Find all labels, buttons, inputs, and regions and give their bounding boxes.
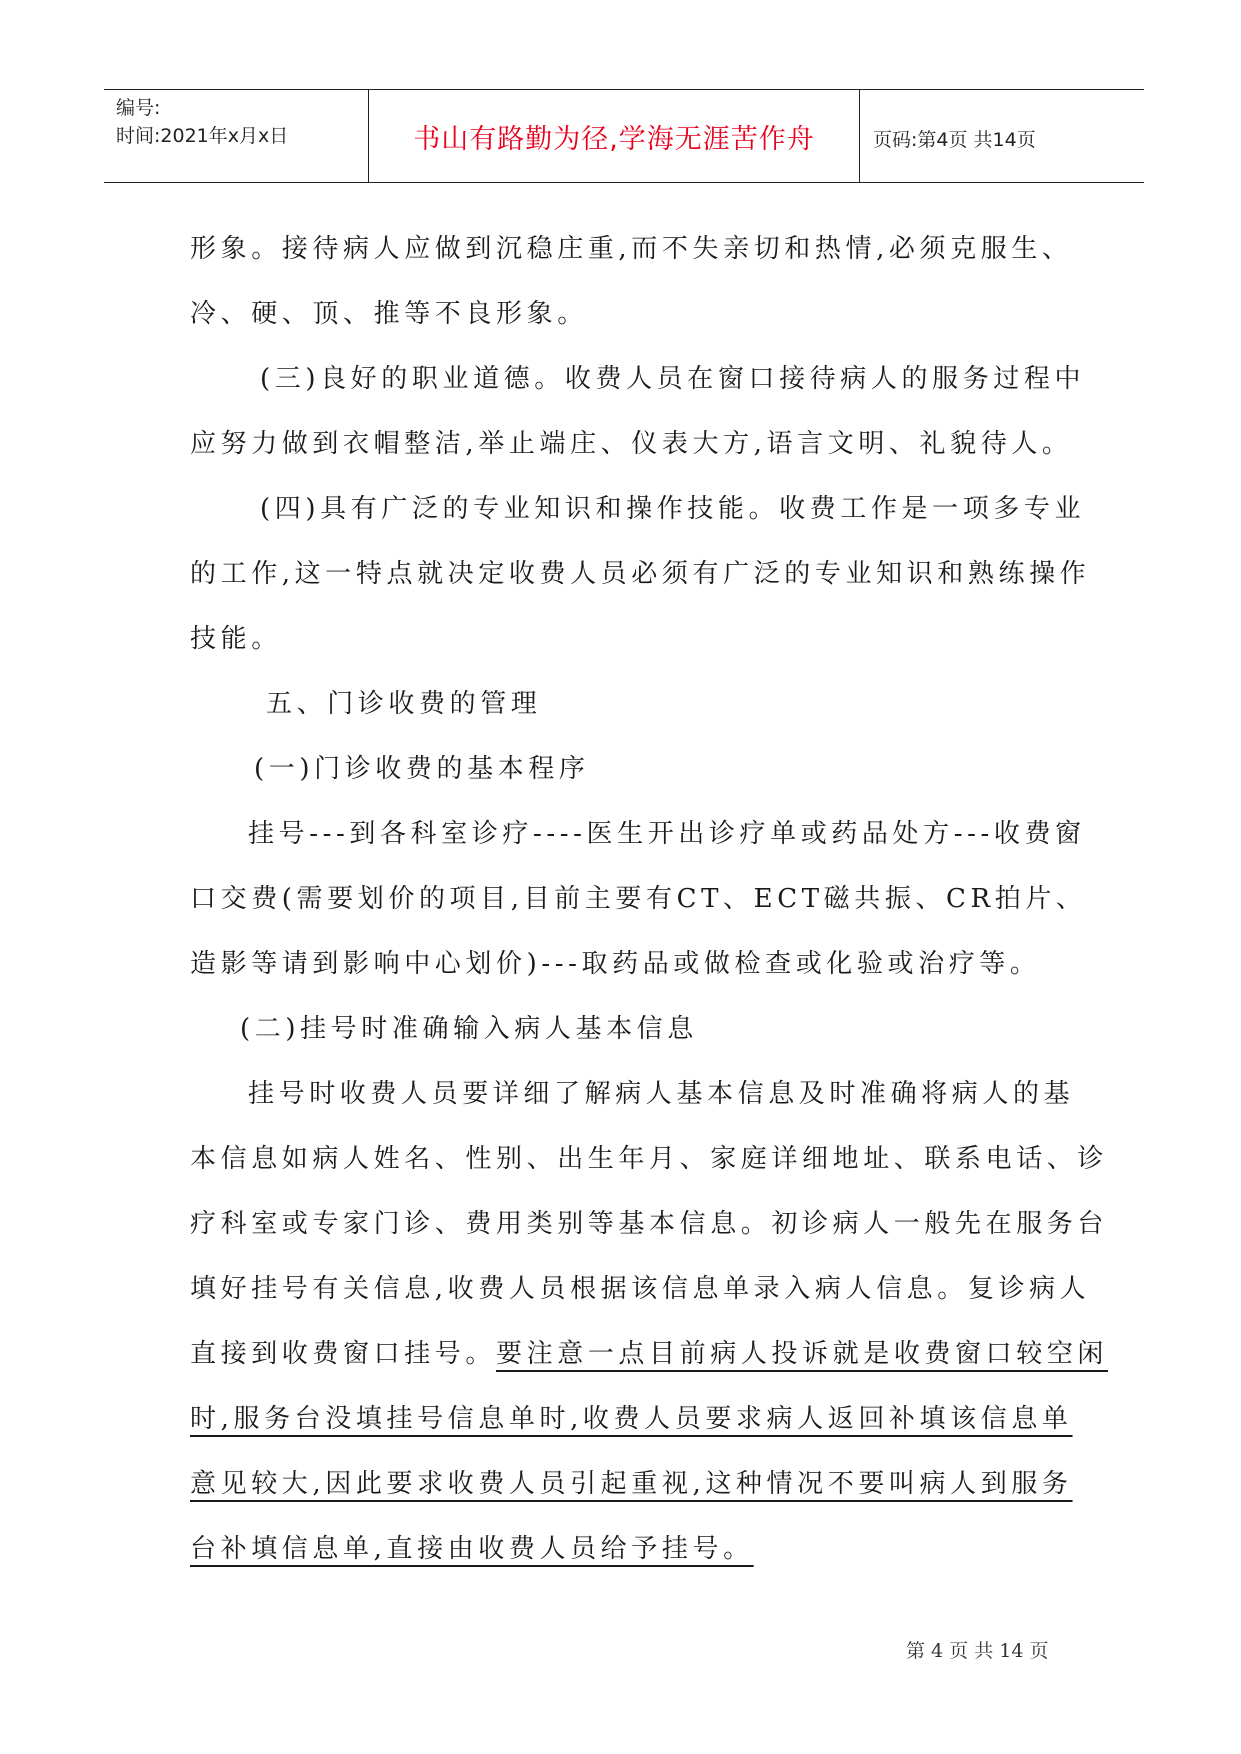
body-line-7: 技能。 (190, 624, 282, 654)
header-page-label: 页码:第4页 共14页 (873, 129, 1036, 151)
body-line-16: 疗科室或专家门诊、费用类别等基本信息。初诊病人一般先在服务台 (190, 1209, 1109, 1239)
header-time-label: 时间:2021年x月x日 (116, 125, 289, 147)
body-line-4: 应努力做到衣帽整洁,举止端庄、仪表大方,语言文明、礼貌待人。 (190, 429, 1073, 459)
header-number-label: 编号: (116, 97, 161, 119)
subheading-1: (一)门诊收费的基本程序 (254, 754, 590, 784)
body-line-18-plain: 直接到收费窗口挂号。 (190, 1339, 497, 1369)
footer-page-number: 第 4 页 共 14 页 (906, 1640, 1049, 1662)
header-bottom-rule (104, 182, 1144, 183)
body-line-14: 挂号时收费人员要详细了解病人基本信息及时准确将病人的基 (248, 1079, 1075, 1109)
body-line-19-underlined: 时,服务台没填挂号信息单时,收费人员要求病人返回补填该信息单 (190, 1404, 1073, 1434)
body-line-18 (190, 1333, 1108, 1370)
body-line-21-underlined: 台补填信息单,直接由收费人员给予挂号。 (190, 1534, 754, 1564)
body-line-11: 口交费(需要划价的项目,目前主要有CT、ECT磁共振、CR拍片、 (190, 884, 1087, 914)
body-line-2: 冷、硬、顶、推等不良形象。 (190, 299, 588, 329)
body-line-5: (四)具有广泛的专业知识和操作技能。收费工作是一项多专业 (260, 494, 1086, 524)
header-motto: 书山有路勤为径,学海无涯苦作舟 (413, 124, 815, 155)
subheading-2: (二)挂号时准确输入病人基本信息 (240, 1014, 698, 1044)
body-line-1: 形象。接待病人应做到沉稳庄重,而不失亲切和热情,必须克服生、 (190, 234, 1073, 264)
body-line-15: 本信息如病人姓名、性别、出生年月、家庭详细地址、联系电话、诊 (190, 1144, 1109, 1174)
body-line-10: 挂号---到各科室诊疗----医生开出诊疗单或药品处方---收费窗 (248, 819, 1086, 849)
body-line-6: 的工作,这一特点就决定收费人员必须有广泛的专业知识和熟练操作 (190, 559, 1091, 589)
body-line-17: 填好挂号有关信息,收费人员根据该信息单录入病人信息。复诊病人 (190, 1274, 1091, 1304)
header-divider-right (859, 89, 860, 182)
body-line-18-underlined: 要注意一点目前病人投诉就是收费窗口较空闲 (496, 1339, 1109, 1369)
body-line-3: (三)良好的职业道德。收费人员在窗口接待病人的服务过程中 (260, 364, 1086, 394)
section-heading-5: 五、门诊收费的管理 (266, 689, 542, 719)
body-line-12: 造影等请到影响中心划价)---取药品或做检查或化验或治疗等。 (190, 949, 1041, 979)
body-line-20-underlined: 意见较大,因此要求收费人员引起重视,这种情况不要叫病人到服务 (190, 1469, 1073, 1499)
header-top-rule (104, 89, 1144, 90)
header-divider-left (368, 89, 369, 182)
